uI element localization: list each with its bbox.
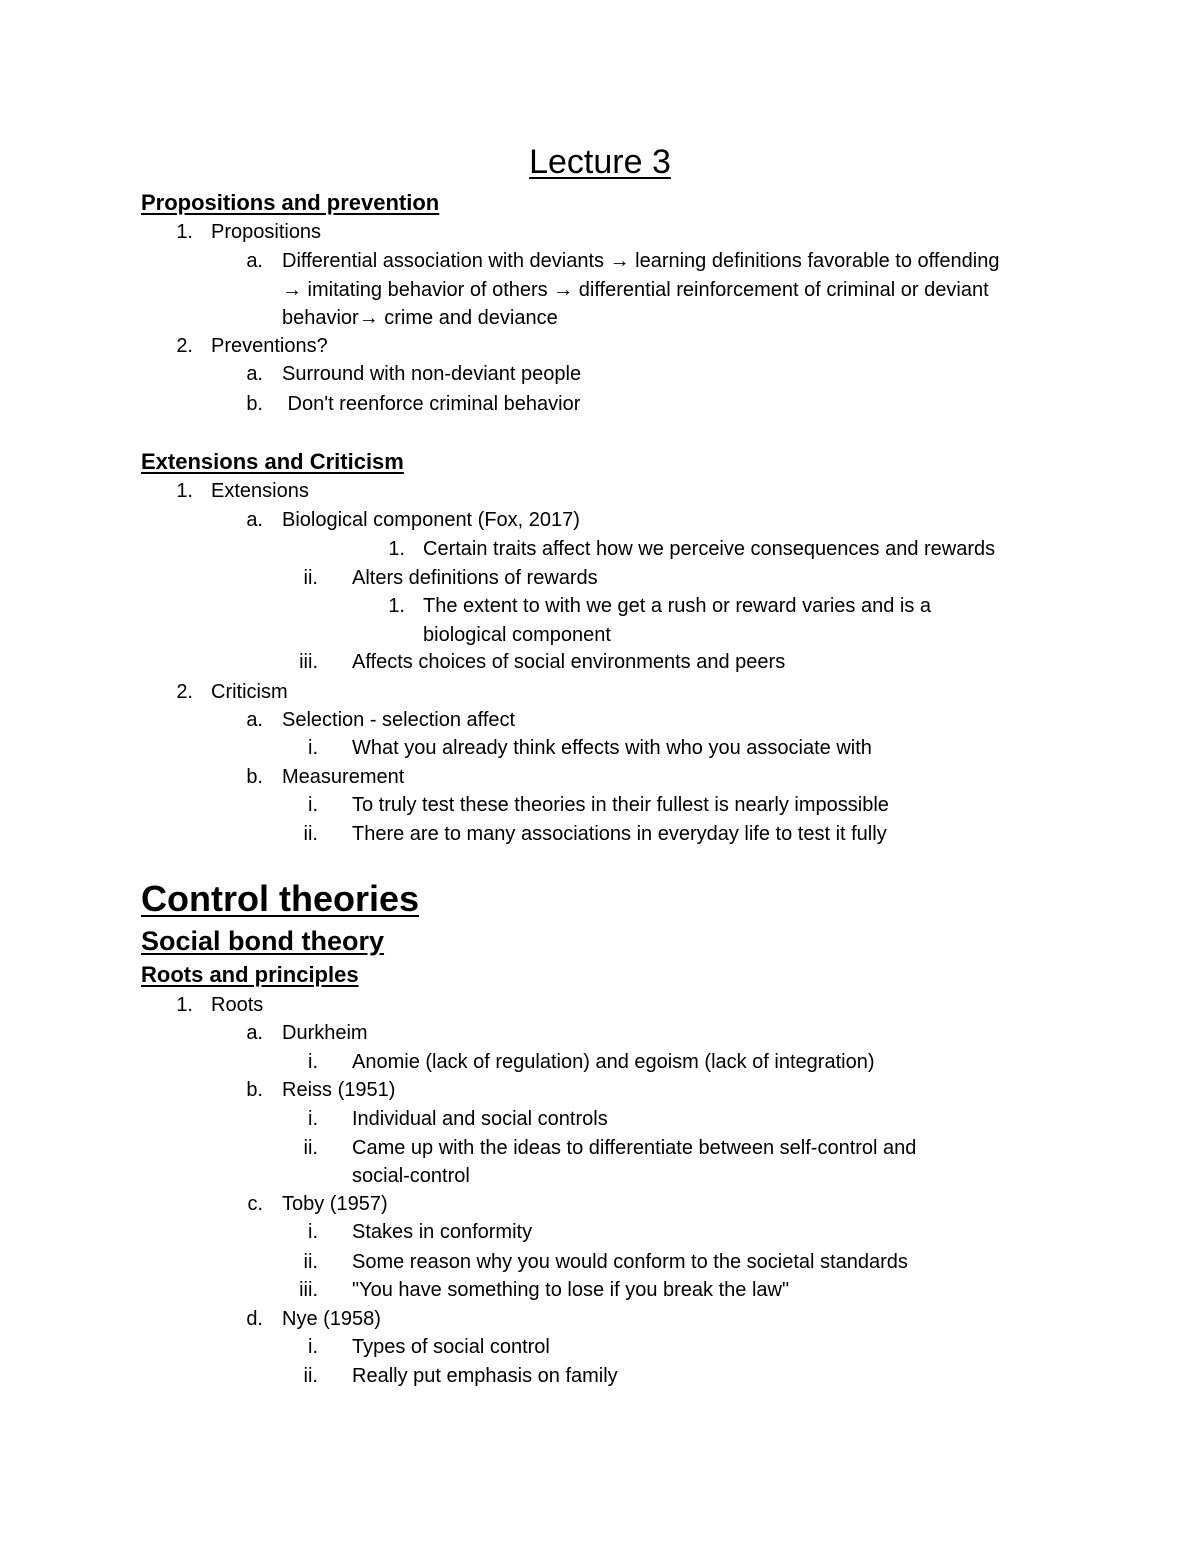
- list-item-text: Propositions: [211, 221, 322, 243]
- list-item-text: Some reason why you would conform to the societal standards: [352, 1251, 908, 1273]
- list-marker: a.: [246, 509, 263, 531]
- list-item-text: Criticism: [211, 681, 288, 703]
- list-item-text: Extensions: [211, 480, 309, 502]
- list-item-text: There are to many associations in everyday life to test it fully: [352, 823, 887, 845]
- list-item-text: Affects choices of social environments and peers: [352, 651, 786, 673]
- list-item-text: Came up with the ideas to differentiate between self-control and: [352, 1137, 917, 1159]
- list-item-text: To truly test these theories in their fullest is nearly impossible: [352, 794, 889, 816]
- list-item-text: Types of social control: [352, 1336, 550, 1358]
- section-heading-extensions: Extensions and Criticism: [141, 449, 404, 474]
- list-item-text: Preventions?: [211, 335, 328, 357]
- page-title: Lecture 3: [529, 143, 671, 181]
- list-marker: 1.: [176, 221, 193, 243]
- list-item-text: What you already think effects with who you associate with: [352, 737, 872, 759]
- list-marker: i.: [308, 1336, 318, 1358]
- list-item-text: Stakes in conformity: [352, 1221, 533, 1243]
- list-marker: i.: [308, 737, 318, 759]
- list-item-text: → imitating behavior of others → differential reinforcement of criminal or deviant: [282, 279, 989, 301]
- list-item-text: Reiss (1951): [282, 1079, 396, 1101]
- list-item-text: Certain traits affect how we perceive consequences and rewards: [423, 538, 996, 560]
- list-marker: 1.: [176, 994, 193, 1016]
- list-item-text: The extent to with we get a rush or reward varies and is a: [423, 595, 932, 617]
- list-item-text: Durkheim: [282, 1022, 368, 1044]
- list-marker: a.: [246, 250, 263, 272]
- list-marker: 2.: [176, 335, 193, 357]
- list-item-text: biological component: [423, 624, 611, 646]
- list-marker: i.: [308, 1051, 318, 1073]
- list-marker: i.: [308, 1221, 318, 1243]
- list-item-text: Differential association with deviants → learning definitions favorable to offending: [282, 250, 1000, 272]
- list-marker: b.: [246, 1079, 263, 1101]
- list-marker: 2.: [176, 681, 193, 703]
- list-item-text: behavior→ crime and deviance: [282, 307, 558, 329]
- list-marker: ii.: [303, 1365, 318, 1387]
- heading-social-bond-theory: Social bond theory: [141, 926, 385, 956]
- list-item-text: "You have something to lose if you break the law": [352, 1279, 790, 1301]
- list-item-text: Toby (1957): [282, 1193, 388, 1215]
- list-item-text: Roots: [211, 994, 264, 1016]
- list-item-text: Anomie (lack of regulation) and egoism (lack of integration): [352, 1051, 875, 1073]
- list-item-text: Don't reenforce criminal behavior: [282, 393, 581, 415]
- list-item-text: Selection - selection affect: [282, 709, 516, 731]
- list-marker: a.: [246, 1022, 263, 1044]
- list-marker: ii.: [303, 1137, 318, 1159]
- list-marker: ii.: [303, 823, 318, 845]
- list-marker: 1.: [388, 595, 405, 617]
- list-marker: ii.: [303, 1251, 318, 1273]
- heading-control-theories: Control theories: [141, 878, 420, 919]
- list-marker: a.: [246, 709, 263, 731]
- list-marker: c.: [247, 1193, 263, 1215]
- list-marker: iii.: [299, 1279, 318, 1301]
- list-marker: ii.: [303, 567, 318, 589]
- heading-roots-and-principles: Roots and principles: [141, 962, 359, 987]
- list-marker: i.: [308, 794, 318, 816]
- list-item-text: Individual and social controls: [352, 1108, 608, 1130]
- list-marker: a.: [246, 363, 263, 385]
- list-marker: iii.: [299, 651, 318, 673]
- list-marker: i.: [308, 1108, 318, 1130]
- list-item-text: Alters definitions of rewards: [352, 567, 598, 589]
- section-heading-propositions: Propositions and prevention: [141, 190, 440, 215]
- list-marker: b.: [246, 766, 263, 788]
- list-marker: 1.: [176, 480, 193, 502]
- list-item-text: Really put emphasis on family: [352, 1365, 618, 1387]
- list-item-text: social-control: [352, 1165, 470, 1187]
- list-marker: d.: [246, 1308, 263, 1330]
- list-item-text: Nye (1958): [282, 1308, 381, 1330]
- list-item-text: Surround with non-deviant people: [282, 363, 582, 385]
- list-marker: 1.: [388, 538, 405, 560]
- list-item-text: Measurement: [282, 766, 405, 788]
- list-marker: b.: [246, 393, 263, 415]
- list-item-text: Biological component (Fox, 2017): [282, 509, 580, 531]
